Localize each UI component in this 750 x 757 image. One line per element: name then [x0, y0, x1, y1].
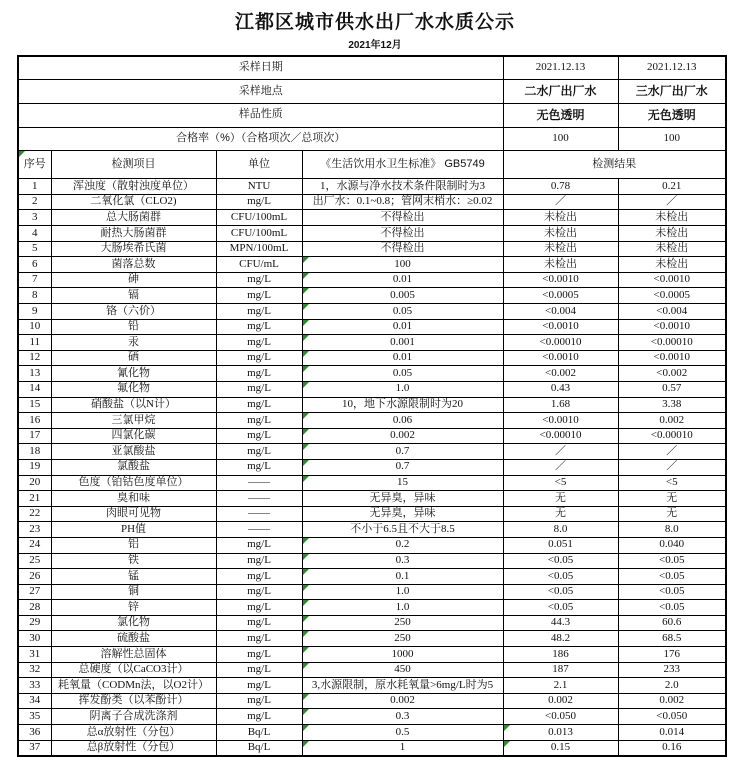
cell-standard-limit: 15: [302, 475, 503, 491]
cell-result-plant3: <0.05: [618, 584, 726, 600]
cell-item-name: 亚氯酸盐: [51, 444, 216, 460]
cell-unit: ——: [216, 475, 302, 491]
cell-item-name: 肉眼可见物: [51, 506, 216, 522]
cell-item-name: 铬（六价）: [51, 304, 216, 320]
cell-unit: mg/L: [216, 569, 302, 585]
cell-result-plant2: 0.002: [503, 693, 618, 709]
cell-result-plant3: <0.0010: [618, 350, 726, 366]
pass-rate-plant2: 100: [503, 127, 618, 151]
cell-result-plant3: 68.5: [618, 631, 726, 647]
cell-row-no: 22: [18, 506, 51, 522]
cell-row-no: 20: [18, 475, 51, 491]
cell-standard-limit: 250: [302, 631, 503, 647]
cell-result-plant2: <0.05: [503, 569, 618, 585]
cell-result-plant3: <0.05: [618, 600, 726, 616]
cell-result-plant2: 无: [503, 491, 618, 507]
cell-result-plant2: <0.05: [503, 600, 618, 616]
cell-result-plant3: <0.05: [618, 553, 726, 569]
cell-standard-limit: 0.005: [302, 288, 503, 304]
cell-unit: mg/L: [216, 647, 302, 663]
table-row: [18, 615, 726, 631]
cell-item-name: PH值: [51, 522, 216, 538]
cell-item-name: 菌落总数: [51, 257, 216, 273]
pass-rate-row: [18, 127, 726, 151]
sampling-date-plant2: 2021.12.13: [503, 56, 618, 80]
cell-standard-limit: 0.05: [302, 304, 503, 320]
cell-row-no: 17: [18, 428, 51, 444]
cell-result-plant2: <0.0010: [503, 350, 618, 366]
table-row: [18, 491, 726, 507]
cell-row-no: 23: [18, 522, 51, 538]
cell-unit: mg/L: [216, 366, 302, 382]
cell-row-no: 25: [18, 553, 51, 569]
table-row: [18, 459, 726, 475]
cell-row-no: 11: [18, 335, 51, 351]
cell-result-plant2: <0.004: [503, 304, 618, 320]
pass-rate-plant3: 100: [618, 127, 726, 151]
table-row: [18, 226, 726, 242]
cell-standard-limit: 0.01: [302, 272, 503, 288]
cell-standard-limit: 1.0: [302, 584, 503, 600]
cell-row-no: 33: [18, 678, 51, 694]
cell-result-plant2: <0.05: [503, 584, 618, 600]
cell-standard-limit: 1000: [302, 647, 503, 663]
cell-row-no: 28: [18, 600, 51, 616]
cell-row-no: 6: [18, 257, 51, 273]
cell-standard-limit: 0.002: [302, 693, 503, 709]
sample-property-row: [18, 103, 726, 127]
cell-result-plant2: 0.051: [503, 537, 618, 553]
cell-unit: mg/L: [216, 459, 302, 475]
cell-result-plant2: 8.0: [503, 522, 618, 538]
cell-item-name: 硝酸盐（以N计）: [51, 397, 216, 413]
cell-standard-limit: 不得检出: [302, 241, 503, 257]
cell-result-plant2: <0.00010: [503, 428, 618, 444]
cell-item-name: 耐热大肠菌群: [51, 226, 216, 242]
sampling-date-plant3: 2021.12.13: [618, 56, 726, 80]
cell-row-no: 24: [18, 537, 51, 553]
cell-unit: mg/L: [216, 428, 302, 444]
cell-standard-limit: 10，地下水源限制时为20: [302, 397, 503, 413]
cell-unit: CFU/mL: [216, 257, 302, 273]
cell-result-plant3: 3.38: [618, 397, 726, 413]
table-row: [18, 584, 726, 600]
cell-standard-limit: 0.01: [302, 350, 503, 366]
cell-standard-limit: 0.06: [302, 413, 503, 429]
sampling-location-plant3: 三水厂出厂水: [618, 80, 726, 104]
cell-result-plant2: <0.0010: [503, 413, 618, 429]
table-row: [18, 335, 726, 351]
table-row: [18, 709, 726, 725]
cell-result-plant2: 未检出: [503, 226, 618, 242]
table-row: [18, 537, 726, 553]
cell-unit: mg/L: [216, 662, 302, 678]
cell-result-plant2: <0.00010: [503, 335, 618, 351]
cell-item-name: 色度（铂钴色度单位）: [51, 475, 216, 491]
cell-item-name: 镉: [51, 288, 216, 304]
cell-result-plant3: <5: [618, 475, 726, 491]
cell-result-plant3: ／: [618, 444, 726, 460]
sample-property-label: 样品性质: [18, 103, 503, 127]
cell-standard-limit: 0.7: [302, 459, 503, 475]
cell-result-plant2: <5: [503, 475, 618, 491]
cell-result-plant3: <0.004: [618, 304, 726, 320]
cell-unit: mg/L: [216, 413, 302, 429]
cell-result-plant2: 1.68: [503, 397, 618, 413]
cell-standard-limit: 无异臭，异味: [302, 506, 503, 522]
column-header-standard: 《生活饮用水卫生标准》 GB5749: [302, 151, 503, 179]
cell-row-no: 18: [18, 444, 51, 460]
column-header-row: [18, 151, 726, 179]
sampling-location-label: 采样地点: [18, 80, 503, 104]
cell-unit: mg/L: [216, 397, 302, 413]
cell-item-name: 氯化物: [51, 615, 216, 631]
cell-item-name: 氯酸盐: [51, 459, 216, 475]
page-subtitle: 2021年12月: [348, 40, 402, 51]
cell-standard-limit: 0.7: [302, 444, 503, 460]
table-row: [18, 740, 726, 756]
cell-row-no: 29: [18, 615, 51, 631]
cell-item-name: 浑浊度（散射浊度单位）: [51, 179, 216, 195]
cell-unit: mg/L: [216, 678, 302, 694]
cell-unit: mg/L: [216, 319, 302, 335]
table-row: [18, 569, 726, 585]
cell-standard-limit: 1，水源与净水技术条件限制时为3: [302, 179, 503, 195]
cell-unit: mg/L: [216, 304, 302, 320]
table-row: [18, 272, 726, 288]
table-row: [18, 241, 726, 257]
cell-result-plant3: ／: [618, 459, 726, 475]
cell-standard-limit: 不小于6.5且不大于8.5: [302, 522, 503, 538]
cell-result-plant3: 0.014: [618, 725, 726, 741]
cell-unit: MPN/100mL: [216, 241, 302, 257]
water-quality-table: [17, 55, 727, 757]
sampling-location-plant2: 二水厂出厂水: [503, 80, 618, 104]
cell-result-plant3: <0.00010: [618, 335, 726, 351]
cell-result-plant3: <0.050: [618, 709, 726, 725]
table-row: [18, 257, 726, 273]
cell-result-plant3: <0.002: [618, 366, 726, 382]
cell-unit: mg/L: [216, 615, 302, 631]
cell-item-name: 铜: [51, 584, 216, 600]
cell-result-plant3: 0.040: [618, 537, 726, 553]
cell-item-name: 阴离子合成洗涤剂: [51, 709, 216, 725]
cell-unit: mg/L: [216, 444, 302, 460]
cell-row-no: 37: [18, 740, 51, 756]
cell-result-plant2: <0.050: [503, 709, 618, 725]
cell-result-plant2: 187: [503, 662, 618, 678]
table-row: [18, 725, 726, 741]
cell-unit: mg/L: [216, 537, 302, 553]
cell-item-name: 铝: [51, 537, 216, 553]
cell-result-plant3: <0.00010: [618, 428, 726, 444]
table-row: [18, 366, 726, 382]
cell-result-plant2: 未检出: [503, 257, 618, 273]
cell-item-name: 挥发酚类（以苯酚计）: [51, 693, 216, 709]
cell-result-plant2: <0.0005: [503, 288, 618, 304]
cell-item-name: 氰化物: [51, 366, 216, 382]
cell-item-name: 三氯甲烷: [51, 413, 216, 429]
pass-rate-label: 合格率（%）（合格项次／总项次）: [18, 127, 503, 151]
table-row: [18, 553, 726, 569]
table-row: [18, 319, 726, 335]
cell-result-plant2: <0.0010: [503, 319, 618, 335]
cell-result-plant2: 无: [503, 506, 618, 522]
cell-row-no: 14: [18, 381, 51, 397]
cell-unit: Bq/L: [216, 740, 302, 756]
cell-unit: ——: [216, 506, 302, 522]
cell-result-plant2: 0.78: [503, 179, 618, 195]
cell-unit: mg/L: [216, 350, 302, 366]
sampling-date-row: [18, 56, 726, 80]
cell-row-no: 10: [18, 319, 51, 335]
cell-item-name: 耗氧量（CODMn法，以O2计）: [51, 678, 216, 694]
cell-item-name: 锰: [51, 569, 216, 585]
cell-row-no: 19: [18, 459, 51, 475]
cell-result-plant3: 8.0: [618, 522, 726, 538]
cell-item-name: 总硬度（以CaCO3计）: [51, 662, 216, 678]
cell-row-no: 4: [18, 226, 51, 242]
cell-row-no: 27: [18, 584, 51, 600]
cell-result-plant2: ／: [503, 444, 618, 460]
cell-item-name: 四氯化碳: [51, 428, 216, 444]
table-row: [18, 210, 726, 226]
cell-result-plant3: 176: [618, 647, 726, 663]
cell-row-no: 2: [18, 194, 51, 210]
table-row: [18, 179, 726, 195]
cell-unit: NTU: [216, 179, 302, 195]
cell-standard-limit: 0.3: [302, 553, 503, 569]
cell-result-plant3: 无: [618, 506, 726, 522]
cell-row-no: 31: [18, 647, 51, 663]
cell-item-name: 硒: [51, 350, 216, 366]
cell-result-plant3: <0.05: [618, 569, 726, 585]
cell-standard-limit: 0.5: [302, 725, 503, 741]
table-row: [18, 475, 726, 491]
cell-unit: mg/L: [216, 631, 302, 647]
cell-result-plant3: 0.16: [618, 740, 726, 756]
cell-result-plant2: <0.05: [503, 553, 618, 569]
cell-result-plant2: <0.0010: [503, 272, 618, 288]
sampling-location-row: [18, 80, 726, 104]
table-row: [18, 428, 726, 444]
cell-standard-limit: 出厂水：0.1~0.8；管网末梢水：≥0.02: [302, 194, 503, 210]
cell-standard-limit: 0.2: [302, 537, 503, 553]
cell-result-plant2: 2.1: [503, 678, 618, 694]
cell-unit: ——: [216, 491, 302, 507]
cell-row-no: 1: [18, 179, 51, 195]
cell-item-name: 总α放射性（分包）: [51, 725, 216, 741]
cell-result-plant2: 0.15: [503, 740, 618, 756]
table-row: [18, 522, 726, 538]
page-title: 江都区城市供水出厂水水质公示: [234, 12, 515, 33]
cell-result-plant3: 2.0: [618, 678, 726, 694]
cell-row-no: 13: [18, 366, 51, 382]
cell-row-no: 9: [18, 304, 51, 320]
cell-row-no: 26: [18, 569, 51, 585]
table-row: [18, 506, 726, 522]
cell-result-plant3: 0.21: [618, 179, 726, 195]
cell-result-plant3: 233: [618, 662, 726, 678]
cell-result-plant3: 未检出: [618, 226, 726, 242]
cell-item-name: 砷: [51, 272, 216, 288]
table-row: [18, 397, 726, 413]
table-header-section: [18, 56, 726, 179]
cell-standard-limit: 450: [302, 662, 503, 678]
cell-unit: mg/L: [216, 584, 302, 600]
column-header-no: 序号: [18, 151, 51, 179]
cell-result-plant3: 无: [618, 491, 726, 507]
table-row: [18, 413, 726, 429]
cell-standard-limit: 1: [302, 740, 503, 756]
cell-row-no: 5: [18, 241, 51, 257]
cell-standard-limit: 0.1: [302, 569, 503, 585]
cell-unit: mg/L: [216, 288, 302, 304]
table-row: [18, 350, 726, 366]
table-row: [18, 600, 726, 616]
cell-result-plant3: <0.0005: [618, 288, 726, 304]
cell-unit: mg/L: [216, 709, 302, 725]
cell-result-plant3: <0.0010: [618, 272, 726, 288]
cell-item-name: 臭和味: [51, 491, 216, 507]
cell-result-plant3: ／: [618, 194, 726, 210]
cell-unit: Bq/L: [216, 725, 302, 741]
cell-result-plant3: 未检出: [618, 241, 726, 257]
table-row: [18, 444, 726, 460]
cell-item-name: 锌: [51, 600, 216, 616]
cell-unit: mg/L: [216, 272, 302, 288]
cell-standard-limit: 不得检出: [302, 210, 503, 226]
cell-standard-limit: 1.0: [302, 600, 503, 616]
cell-row-no: 12: [18, 350, 51, 366]
table-row: [18, 662, 726, 678]
cell-standard-limit: 1.0: [302, 381, 503, 397]
table-row: [18, 304, 726, 320]
cell-standard-limit: 0.01: [302, 319, 503, 335]
cell-row-no: 30: [18, 631, 51, 647]
cell-item-name: 二氧化氯（CLO2): [51, 194, 216, 210]
cell-standard-limit: 3,水源限制，原水耗氧量>6mg/L时为5: [302, 678, 503, 694]
cell-item-name: 硫酸盐: [51, 631, 216, 647]
cell-standard-limit: 0.002: [302, 428, 503, 444]
cell-item-name: 总大肠菌群: [51, 210, 216, 226]
cell-unit: CFU/100mL: [216, 226, 302, 242]
column-header-item: 检测项目: [51, 151, 216, 179]
cell-result-plant3: 0.002: [618, 693, 726, 709]
cell-item-name: 溶解性总固体: [51, 647, 216, 663]
cell-standard-limit: 100: [302, 257, 503, 273]
cell-row-no: 7: [18, 272, 51, 288]
table-row: [18, 693, 726, 709]
cell-unit: mg/L: [216, 600, 302, 616]
table-row: [18, 647, 726, 663]
cell-result-plant2: 未检出: [503, 210, 618, 226]
cell-unit: mg/L: [216, 194, 302, 210]
cell-row-no: 21: [18, 491, 51, 507]
cell-result-plant2: 48.2: [503, 631, 618, 647]
cell-unit: mg/L: [216, 381, 302, 397]
cell-row-no: 36: [18, 725, 51, 741]
cell-row-no: 3: [18, 210, 51, 226]
cell-item-name: 铁: [51, 553, 216, 569]
cell-row-no: 32: [18, 662, 51, 678]
cell-result-plant2: ／: [503, 194, 618, 210]
sample-property-plant2: 无色透明: [503, 103, 618, 127]
cell-standard-limit: 不得检出: [302, 226, 503, 242]
sample-property-plant3: 无色透明: [618, 103, 726, 127]
table-row: [18, 631, 726, 647]
cell-result-plant3: 60.6: [618, 615, 726, 631]
cell-result-plant3: 未检出: [618, 210, 726, 226]
cell-result-plant2: 44.3: [503, 615, 618, 631]
cell-item-name: 总β放射性（分包）: [51, 740, 216, 756]
cell-result-plant3: 0.002: [618, 413, 726, 429]
cell-item-name: 汞: [51, 335, 216, 351]
table-row: [18, 288, 726, 304]
cell-result-plant2: <0.002: [503, 366, 618, 382]
cell-row-no: 34: [18, 693, 51, 709]
cell-result-plant2: 186: [503, 647, 618, 663]
cell-result-plant3: 未检出: [618, 257, 726, 273]
column-header-unit: 单位: [216, 151, 302, 179]
cell-row-no: 15: [18, 397, 51, 413]
cell-unit: ——: [216, 522, 302, 538]
cell-item-name: 铅: [51, 319, 216, 335]
cell-result-plant2: ／: [503, 459, 618, 475]
column-header-result: 检测结果: [503, 151, 726, 179]
cell-standard-limit: 0.05: [302, 366, 503, 382]
sampling-date-label: 采样日期: [18, 56, 503, 80]
cell-result-plant3: <0.0010: [618, 319, 726, 335]
table-row: [18, 381, 726, 397]
cell-result-plant2: 0.43: [503, 381, 618, 397]
cell-row-no: 8: [18, 288, 51, 304]
table-row: [18, 194, 726, 210]
cell-unit: CFU/100mL: [216, 210, 302, 226]
cell-item-name: 氟化物: [51, 381, 216, 397]
cell-standard-limit: 0.3: [302, 709, 503, 725]
cell-row-no: 35: [18, 709, 51, 725]
table-row: [18, 678, 726, 694]
cell-result-plant2: 0.013: [503, 725, 618, 741]
cell-result-plant2: 未检出: [503, 241, 618, 257]
cell-standard-limit: 250: [302, 615, 503, 631]
cell-standard-limit: 0.001: [302, 335, 503, 351]
cell-item-name: 大肠埃希氏菌: [51, 241, 216, 257]
cell-standard-limit: 无异臭，异味: [302, 491, 503, 507]
results-table-body: [18, 179, 726, 756]
cell-unit: mg/L: [216, 553, 302, 569]
cell-result-plant3: 0.57: [618, 381, 726, 397]
cell-unit: mg/L: [216, 335, 302, 351]
cell-row-no: 16: [18, 413, 51, 429]
cell-unit: mg/L: [216, 693, 302, 709]
